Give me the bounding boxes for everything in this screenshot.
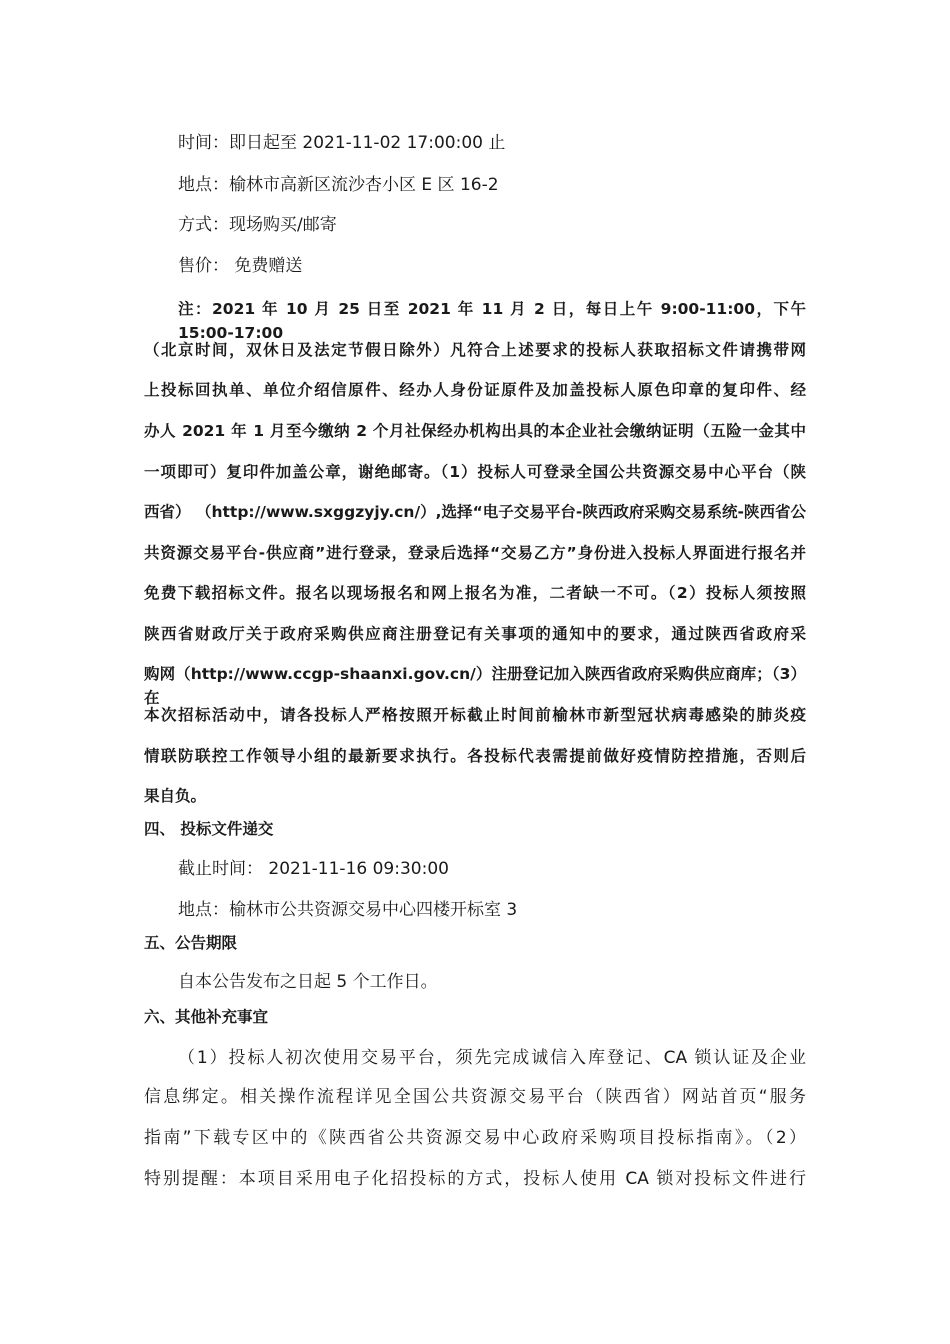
section6-heading: 六、其他补充事宜 — [144, 1008, 269, 1026]
purchase-price: 售价： 免费赠送 — [178, 256, 303, 276]
note-line: 办人 2021 年 1 月至今缴纳 2 个月社保经办机构出具的本企业社会缴纳证明（五险一金其中 — [144, 422, 806, 440]
note-line: 情联防联控工作领导小组的最新要求执行。各投标代表需提前做好疫情防控措施，否则后 — [144, 747, 806, 765]
note-line: （北京时间，双休日及法定节假日除外）凡符合上述要求的投标人获取招标文件请携带网 — [144, 341, 806, 359]
note-line: 注：2021 年 10 月 25 日至 2021 年 11 月 2 日，每日上午 9:00-11:00，下午 15:00-17:00 — [178, 300, 806, 342]
note-line: 西省） （http://www.sxggzyjy.cn/）,选择“电子交易平台-陕西政府采购交易系统-陕西省公 — [144, 503, 806, 521]
submission-place: 地点：榆林市公共资源交易中心四楼开标室 3 — [178, 900, 518, 920]
section5-heading: 五、公告期限 — [144, 934, 238, 952]
note-line: 购网（http://www.ccgp-shaanxi.gov.cn/）注册登记加入陕西省政府采购供应商库；（3）在 — [144, 665, 806, 707]
note-line: 免费下载招标文件。报名以现场报名和网上报名为准，二者缺一不可。（2）投标人须按照 — [144, 584, 806, 602]
announcement-period: 自本公告发布之日起 5 个工作日。 — [178, 972, 438, 992]
note-line: 果自负。 — [144, 787, 207, 805]
note-line: 一项即可）复印件加盖公章，谢绝邮寄。（1）投标人可登录全国公共资源交易中心平台（陕 — [144, 463, 806, 481]
note-line: 上投标回执单、单位介绍信原件、经办人身份证原件及加盖投标人原色印章的复印件、经 — [144, 381, 806, 399]
supplement-line: 特别提醒：本项目采用电子化招投标的方式，投标人使用 CA 锁对投标文件进行 — [144, 1169, 806, 1189]
submission-deadline: 截止时间： 2021-11-16 09:30:00 — [178, 859, 449, 879]
purchase-place: 地点：榆林市高新区流沙杏小区 E 区 16-2 — [178, 175, 499, 195]
supplement-line: 信息绑定。相关操作流程详见全国公共资源交易平台（陕西省）网站首页“服务 — [144, 1087, 806, 1107]
supplement-line: 指南”下载专区中的《陕西省公共资源交易中心政府采购项目投标指南》。（2） — [144, 1128, 806, 1148]
note-line: 本次招标活动中，请各投标人严格按照开标截止时间前榆林市新型冠状病毒感染的肺炎疫 — [144, 706, 806, 724]
note-line: 共资源交易平台-供应商”进行登录，登录后选择“交易乙方”身份进入投标人界面进行报名并 — [144, 544, 806, 562]
purchase-time: 时间：即日起至 2021-11-02 17:00:00 止 — [178, 133, 506, 153]
section4-heading: 四、 投标文件递交 — [144, 820, 274, 838]
note-line: 陕西省财政厅关于政府采购供应商注册登记有关事项的通知中的要求，通过陕西省政府采 — [144, 625, 806, 643]
supplement-line: （1）投标人初次使用交易平台，须先完成诚信入库登记、CA 锁认证及企业 — [178, 1048, 806, 1068]
purchase-method: 方式：现场购买/邮寄 — [178, 215, 337, 235]
